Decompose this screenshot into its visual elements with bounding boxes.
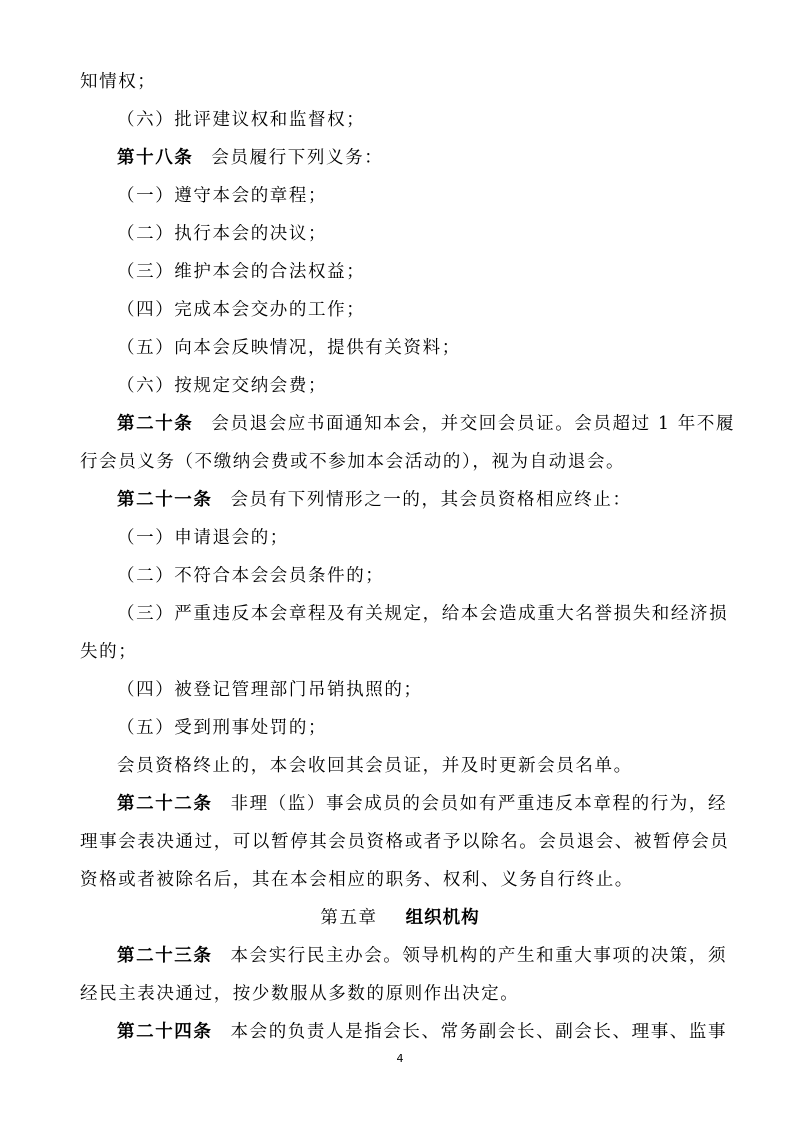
list-item: （二）执行本会的决议；	[117, 224, 328, 244]
text-line: 理事会表决通过，可以暂停其会员资格或者予以除名。会员退会、被暂停会员	[80, 832, 730, 852]
list-item: （一）申请退会的；	[117, 528, 289, 548]
article-paragraph	[117, 412, 736, 436]
list-item: （四）被登记管理部门吊销执照的；	[117, 680, 423, 700]
list-item: （五）向本会反映情况，提供有关资料；	[117, 338, 461, 358]
article-text: 本会实行民主办会。领导机构的产生和重大事项的决策，须	[230, 946, 728, 966]
text-line: 会员资格终止的，本会收回其会员证，并及时更新会员名单。	[117, 756, 633, 776]
article-heading: 第十八条	[117, 148, 194, 168]
article-heading: 第二十二条	[117, 794, 213, 814]
list-item: （六）批评建议权和监督权；	[117, 110, 366, 130]
list-item: （六）按规定交纳会费；	[117, 376, 328, 396]
article-heading: 第二十一条	[117, 490, 213, 510]
list-item: （三）维护本会的合法权益；	[117, 262, 366, 282]
list-item: （三）严重违反本会章程及有关规定，给本会造成重大名誉损失和经济损	[117, 604, 729, 624]
text-line: 行会员义务（不缴纳会费或不参加本会活动的），视为自动退会。	[80, 452, 626, 472]
article-text: 本会的负责人是指会长、常务副会长、副会长、理事、监事	[230, 1022, 728, 1042]
list-item: （一）遵守本会的章程；	[117, 186, 328, 206]
article-paragraph	[117, 146, 725, 170]
chapter-number: 第五章	[320, 908, 378, 928]
text-line: 知情权；	[80, 72, 157, 92]
text-line: 资格或者被除名后，其在本会相应的职务、权利、义务自行终止。	[80, 870, 634, 890]
article-paragraph	[117, 488, 725, 512]
article-paragraph	[117, 944, 728, 968]
article-paragraph	[117, 1020, 728, 1044]
article-paragraph	[117, 792, 728, 816]
article-text: 会员有下列情形之一的，其会员资格相应终止：	[230, 490, 632, 510]
article-heading: 第二十条	[117, 414, 194, 434]
article-text: 会员退会应书面通知本会，并交回会员证。会员超过 1 年不履	[211, 414, 736, 434]
chapter-title: 组织机构	[405, 908, 480, 928]
article-heading: 第二十三条	[117, 946, 213, 966]
list-item: （五）受到刑事处罚的；	[117, 718, 328, 738]
chapter-heading	[0, 906, 800, 930]
text-line: 经民主表决通过，按少数服从多数的原则作出决定。	[80, 984, 520, 1004]
article-text: 非理（监）事会成员的会员如有严重违反本章程的行为，经	[230, 794, 728, 814]
article-text: 会员履行下列义务：	[211, 148, 384, 168]
page-number: 4	[396, 1052, 404, 1065]
text-line: 失的；	[80, 642, 138, 662]
article-heading: 第二十四条	[117, 1022, 213, 1042]
list-item: （四）完成本会交办的工作；	[117, 300, 366, 320]
list-item: （二）不符合本会会员条件的；	[117, 566, 385, 586]
